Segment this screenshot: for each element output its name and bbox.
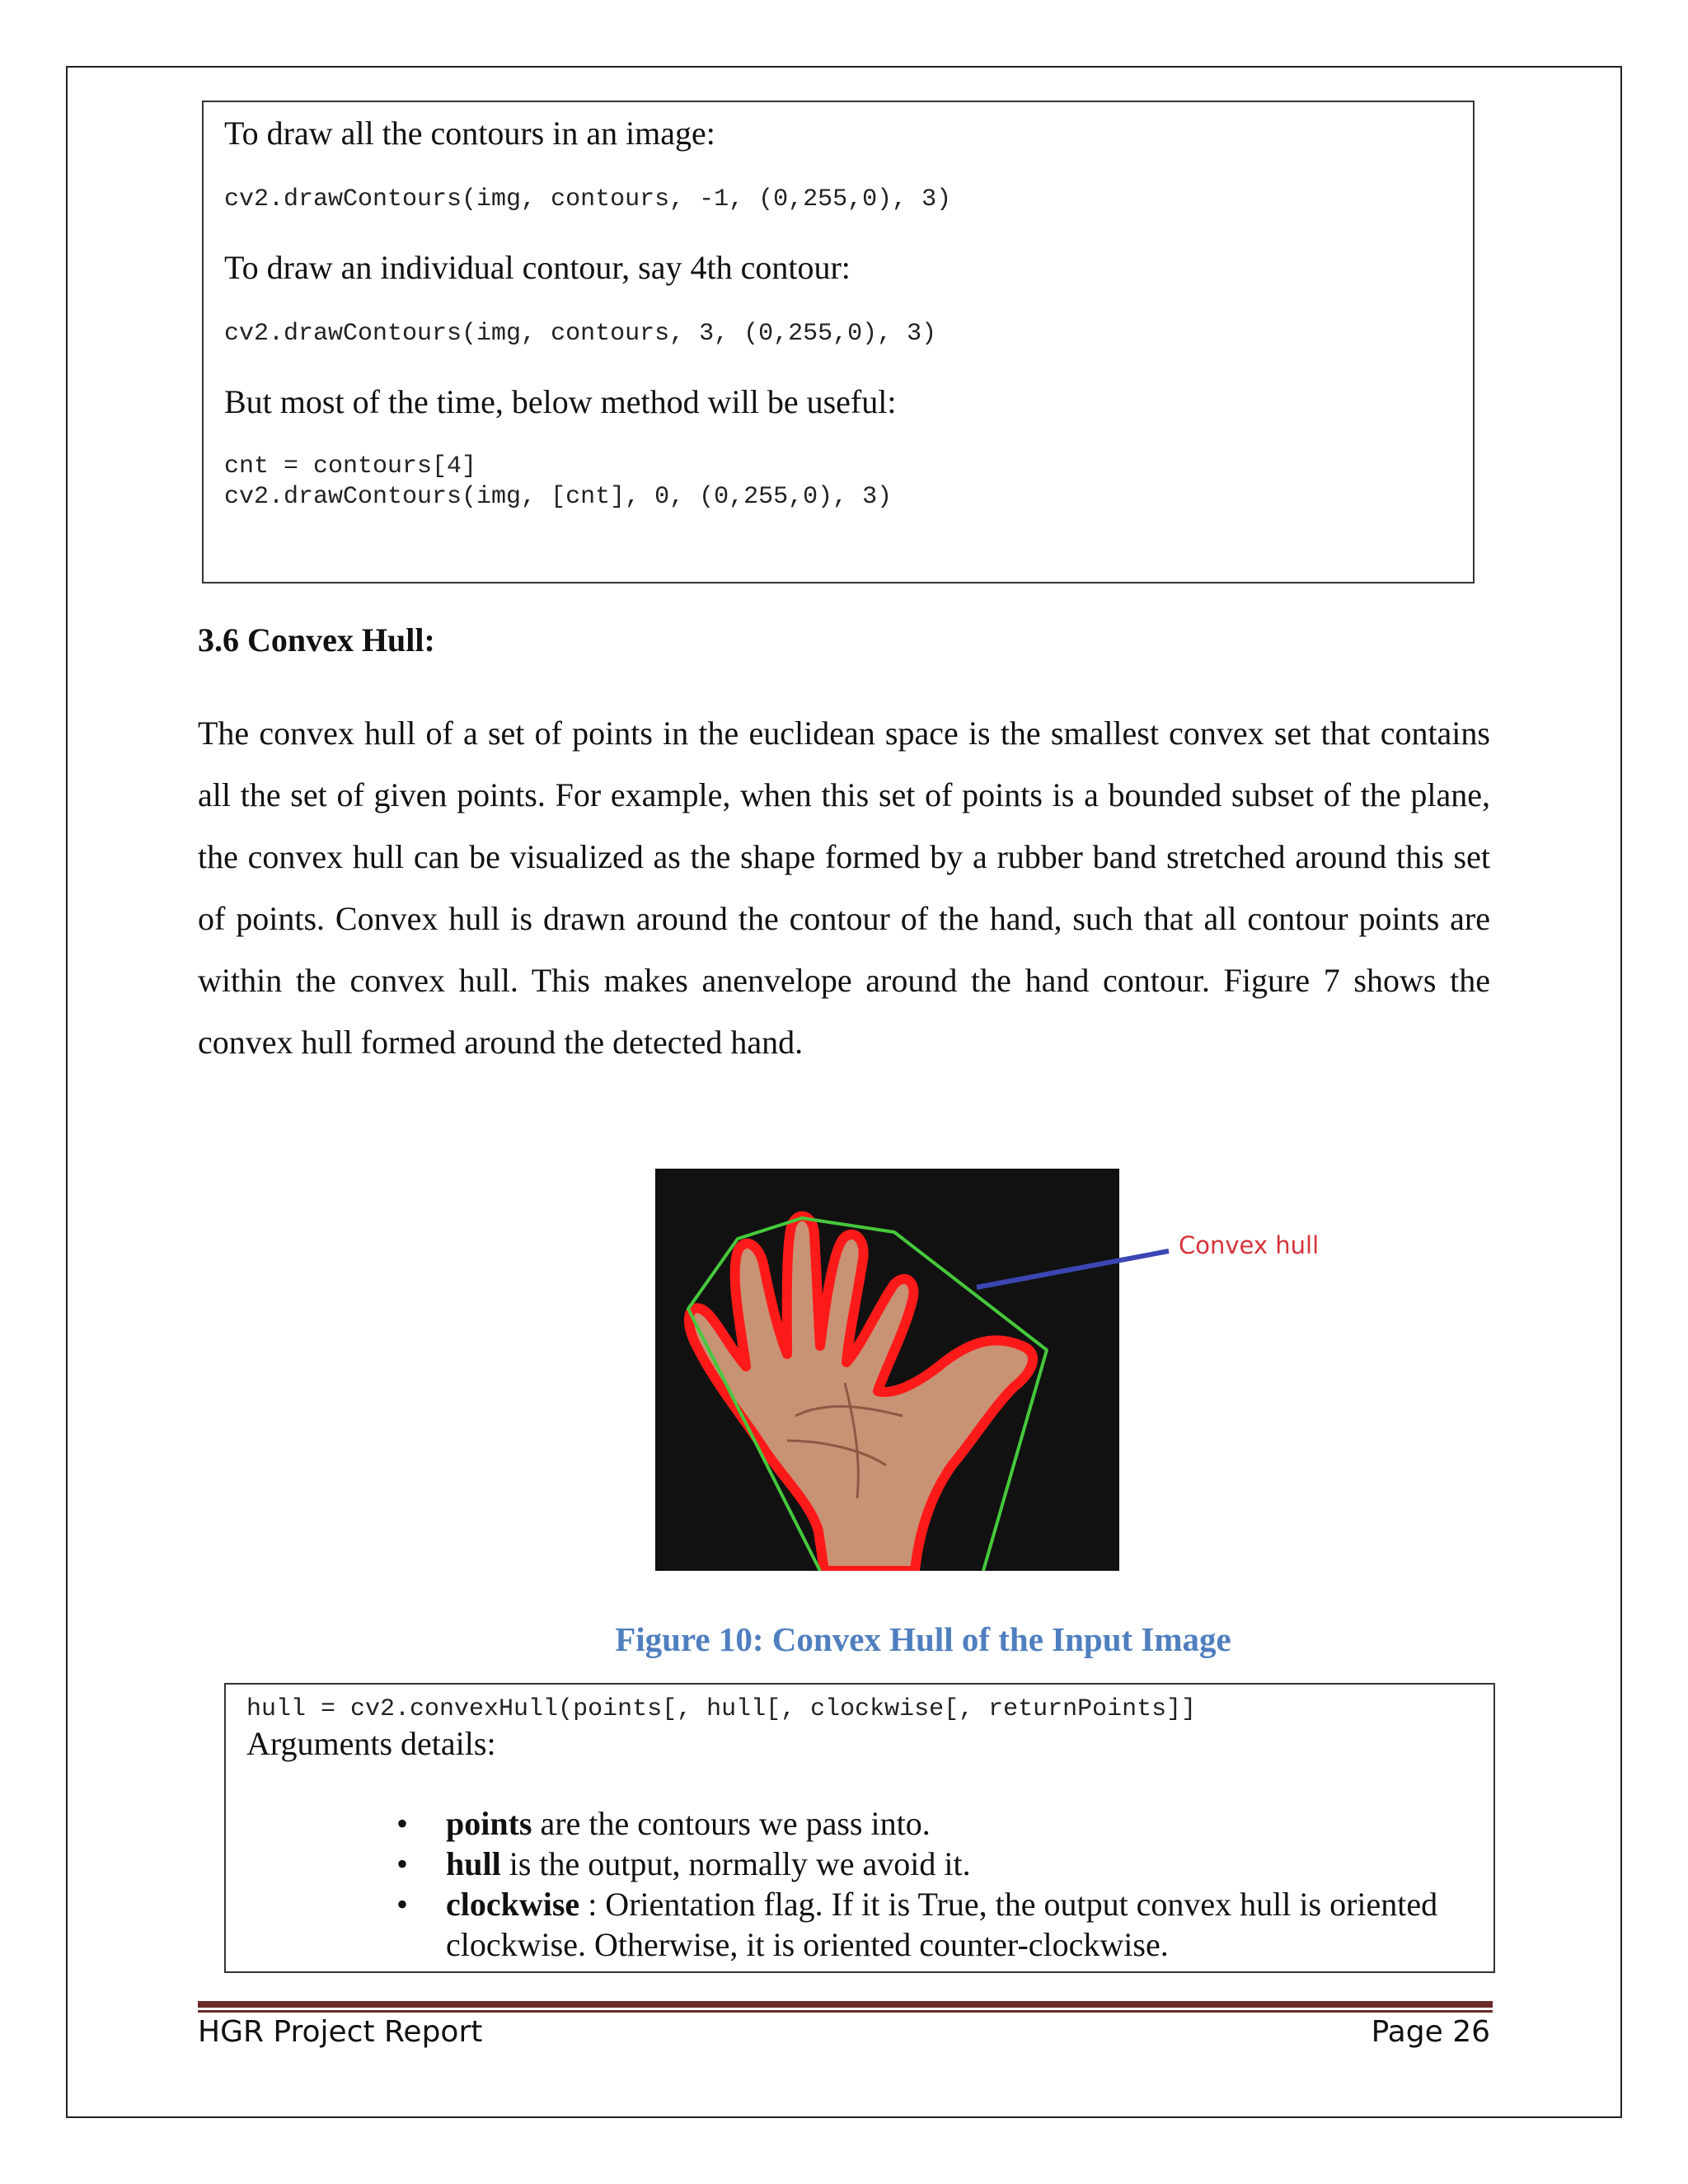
convex-hull-signature: hull = cv2.convexHull(points[, hull[, clockwise[, returnPoints]] bbox=[246, 1695, 1197, 1723]
arguments-list bbox=[246, 1803, 1473, 1965]
list-item bbox=[396, 1884, 1473, 1965]
figure-caption: Figure 10: Convex Hull of the Input Image bbox=[615, 1620, 1231, 1658]
argument-description: are the contours we pass into. bbox=[532, 1805, 931, 1842]
argument-term: hull bbox=[446, 1845, 501, 1882]
draw-all-contours-text: To draw all the contours in an image: bbox=[224, 115, 715, 152]
bullet-glyph: • bbox=[396, 1845, 409, 1882]
draw-individual-contour-text: To draw an individual contour, say 4th contour: bbox=[224, 249, 851, 286]
argument-term: clockwise bbox=[446, 1886, 580, 1923]
arguments-label: Arguments details: bbox=[246, 1725, 496, 1762]
section-heading: 3.6 Convex Hull: bbox=[198, 621, 435, 658]
draw-individual-contour-code: cv2.drawContours(img, contours, 3, (0,255,0), 3) bbox=[224, 320, 937, 348]
code-box-convex-hull bbox=[224, 1683, 1495, 1973]
footer-report-title: HGR Project Report bbox=[198, 2015, 483, 2049]
convex-hull-callout-label: Convex hull bbox=[1179, 1231, 1320, 1259]
useful-method-code: cnt = contours[4] cv2.drawContours(img, [cnt], 0, (0,255,0), 3) bbox=[224, 452, 893, 511]
list-item bbox=[396, 1803, 1473, 1844]
hand-convex-hull-image bbox=[655, 1169, 1119, 1571]
argument-description: is the output, normally we avoid it. bbox=[500, 1845, 971, 1882]
bullet-glyph: • bbox=[396, 1805, 409, 1842]
bullet-glyph: • bbox=[396, 1886, 409, 1923]
footer-divider bbox=[198, 2001, 1493, 2008]
hand-illustration bbox=[655, 1169, 1119, 1571]
footer-page-number: Page 26 bbox=[1371, 2015, 1490, 2049]
list-item bbox=[396, 1844, 1473, 1884]
code-box-draw-contours bbox=[202, 101, 1475, 583]
argument-description: : Orientation flag. If it is True, the output convex hull is oriented clockwise. Otherwise, it is oriented counter-clockwise. bbox=[446, 1886, 1438, 1963]
convex-hull-paragraph: The convex hull of a set of points in the euclidean space is the smallest convex set that contains all the set of given points. For example, when this set of points is a bounded subset of the plane, the convex hull can be visualized as the shape formed by a rubber band stretched around this set of points. Convex hull is drawn around the contour of the hand, such that all contour points are within the convex hull. This makes anenvelope around the hand contour. Figure 7 shows the convex hull formed around the detected hand. bbox=[198, 715, 1490, 1061]
draw-all-contours-code: cv2.drawContours(img, contours, -1, (0,255,0), 3) bbox=[224, 185, 952, 213]
argument-term: points bbox=[446, 1805, 532, 1842]
useful-method-text: But most of the time, below method will be useful: bbox=[224, 383, 897, 420]
